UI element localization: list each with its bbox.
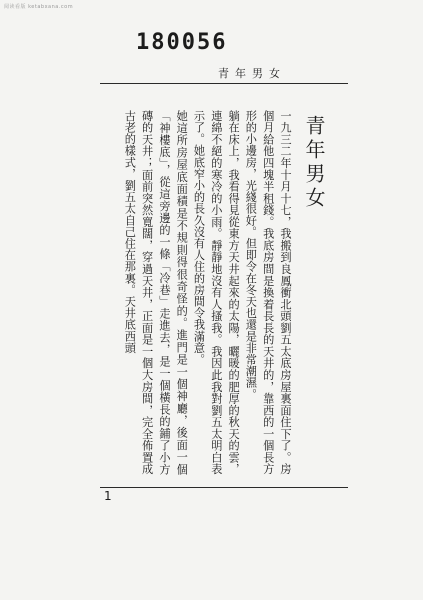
- library-stamp: 阅读看版 ketabxana.com: [4, 4, 74, 10]
- paragraph-1: 一九三二年十月十七，我搬到良鳳衝北頭劉五太底房屋裏面住下了。房個月給他四塊半租錢。我底房間是換着長長的天井的，靠西的一個長方形的小邊房，光綫很好。但即令在冬天也還是非常潮濕。: [244, 110, 292, 475]
- paragraph-3: 她這所房屋底面積是不規則得很奇怪的。進門是一個神廳，後面一個「神樓底」，從這旁邊的一條「冷巷」走進去，是一個橫長的鋪了小方磚的天井；面前突然寬闊，穿過天井，正面是一個大房間，完全佈置成古老的樣式，劉五太自己住在那裏。天井底西頭: [123, 110, 189, 475]
- running-header: 青年男女: [218, 67, 286, 80]
- serial-number: 180056: [136, 30, 228, 55]
- footer-divider: [100, 487, 348, 488]
- page-number: 1: [104, 489, 112, 503]
- header-divider: [100, 83, 348, 84]
- chapter-title: 青年男女: [302, 115, 326, 211]
- body-text: [104, 110, 294, 475]
- paragraph-2: 躺在床上，我看得見從東方天井起來的太陽，曬暖的肥厚的秋天的雲，連綿不絕的寒冷的小雨。靜靜地沒有人搔我。我因此我對劉五太明白表示了。她底窄小的長久沒有人住的房間令我滿意。: [192, 110, 241, 475]
